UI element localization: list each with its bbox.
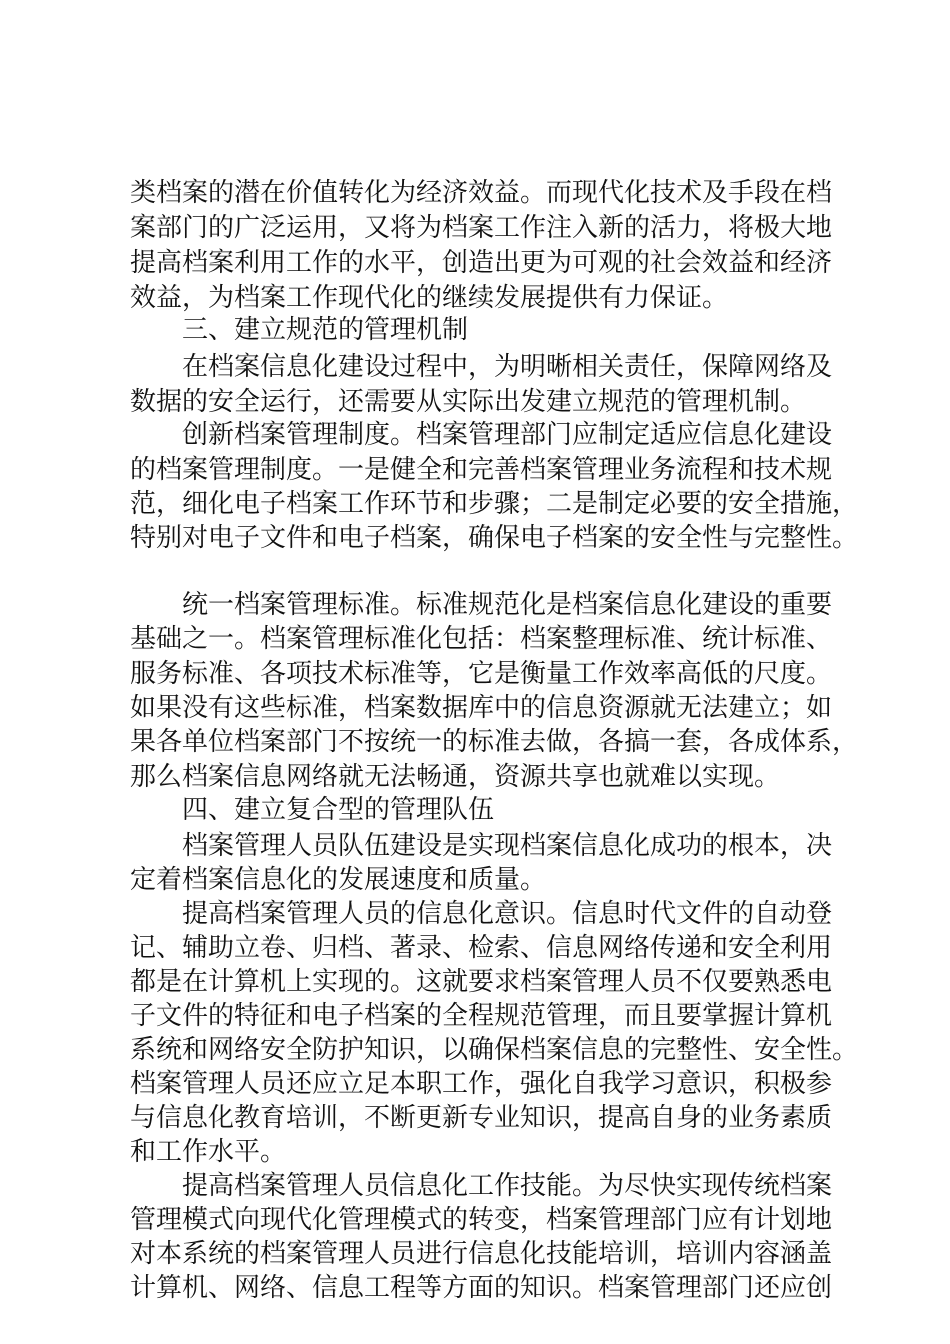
text-line: 和工作水平。 — [130, 1137, 287, 1167]
text-line: 如果没有这些标准，档案数据库中的信息资源就无法建立；如 — [130, 693, 833, 723]
text-line: 创新档案管理制度。档案管理部门应制定适应信息化建设 — [182, 420, 833, 450]
text-line: 计算机、网络、信息工程等方面的知识。档案管理部门还应创 — [130, 1273, 833, 1303]
text-line: 在档案信息化建设过程中，为明晰相关责任，保障网络及 — [182, 352, 833, 382]
text-line: 提高档案管理人员信息化工作技能。为尽快实现传统档案 — [182, 1171, 833, 1201]
text-line: 档案管理人员还应立足本职工作，强化自我学习意识，积极参 — [130, 1069, 833, 1099]
section-heading-3: 三、建立规范的管理机制 — [182, 315, 469, 345]
text-line: 与信息化教育培训，不断更新专业知识，提高自身的业务素质 — [130, 1103, 833, 1133]
text-line: 类档案的潜在价值转化为经济效益。而现代化技术及手段在档 — [130, 178, 833, 208]
text-line: 都是在计算机上实现的。这就要求档案管理人员不仅要熟悉电 — [130, 967, 833, 997]
text-line: 效益，为档案工作现代化的继续发展提供有力保证。 — [130, 283, 729, 313]
text-line: 记、辅助立卷、归档、著录、检索、信息网络传递和安全利用 — [130, 933, 833, 963]
text-line: 档案管理人员队伍建设是实现档案信息化成功的根本，决 — [182, 831, 833, 861]
text-line: 范，细化电子档案工作环节和步骤；二是制定必要的安全措施， — [130, 489, 859, 519]
text-line: 数据的安全运行，还需要从实际出发建立规范的管理机制。 — [130, 387, 807, 417]
text-line: 果各单位档案部门不按统一的标准去做，各搞一套，各成体系， — [130, 727, 859, 757]
text-line: 管理模式向现代化管理模式的转变，档案管理部门应有计划地 — [130, 1205, 833, 1235]
text-line: 定着档案信息化的发展速度和质量。 — [130, 865, 547, 895]
text-line: 那么档案信息网络就无法畅通，资源共享也就难以实现。 — [130, 762, 781, 792]
text-line: 的档案管理制度。一是健全和完善档案管理业务流程和技术规 — [130, 455, 833, 485]
section-heading-4: 四、建立复合型的管理队伍 — [182, 795, 495, 825]
text-line: 对本系统的档案管理人员进行信息化技能培训，培训内容涵盖 — [130, 1239, 833, 1269]
text-line: 子文件的特征和电子档案的全程规范管理，而且要掌握计算机 — [130, 1001, 833, 1031]
text-line: 提高档案利用工作的水平，创造出更为可观的社会效益和经济 — [130, 248, 833, 278]
text-line: 提高档案管理人员的信息化意识。信息时代文件的自动登 — [182, 899, 833, 929]
text-line: 案部门的广泛运用，又将为档案工作注入新的活力，将极大地 — [130, 213, 833, 243]
text-line: 系统和网络安全防护知识，以确保档案信息的完整性、安全性。 — [130, 1035, 859, 1065]
text-line: 统一档案管理标准。标准规范化是档案信息化建设的重要 — [182, 590, 833, 620]
text-line: 基础之一。档案管理标准化包括：档案整理标准、统计标准、 — [130, 624, 833, 654]
text-line: 特别对电子文件和电子档案，确保电子档案的安全性与完整性。 — [130, 523, 859, 553]
text-line: 服务标准、各项技术标准等，它是衡量工作效率高低的尺度。 — [130, 659, 833, 689]
